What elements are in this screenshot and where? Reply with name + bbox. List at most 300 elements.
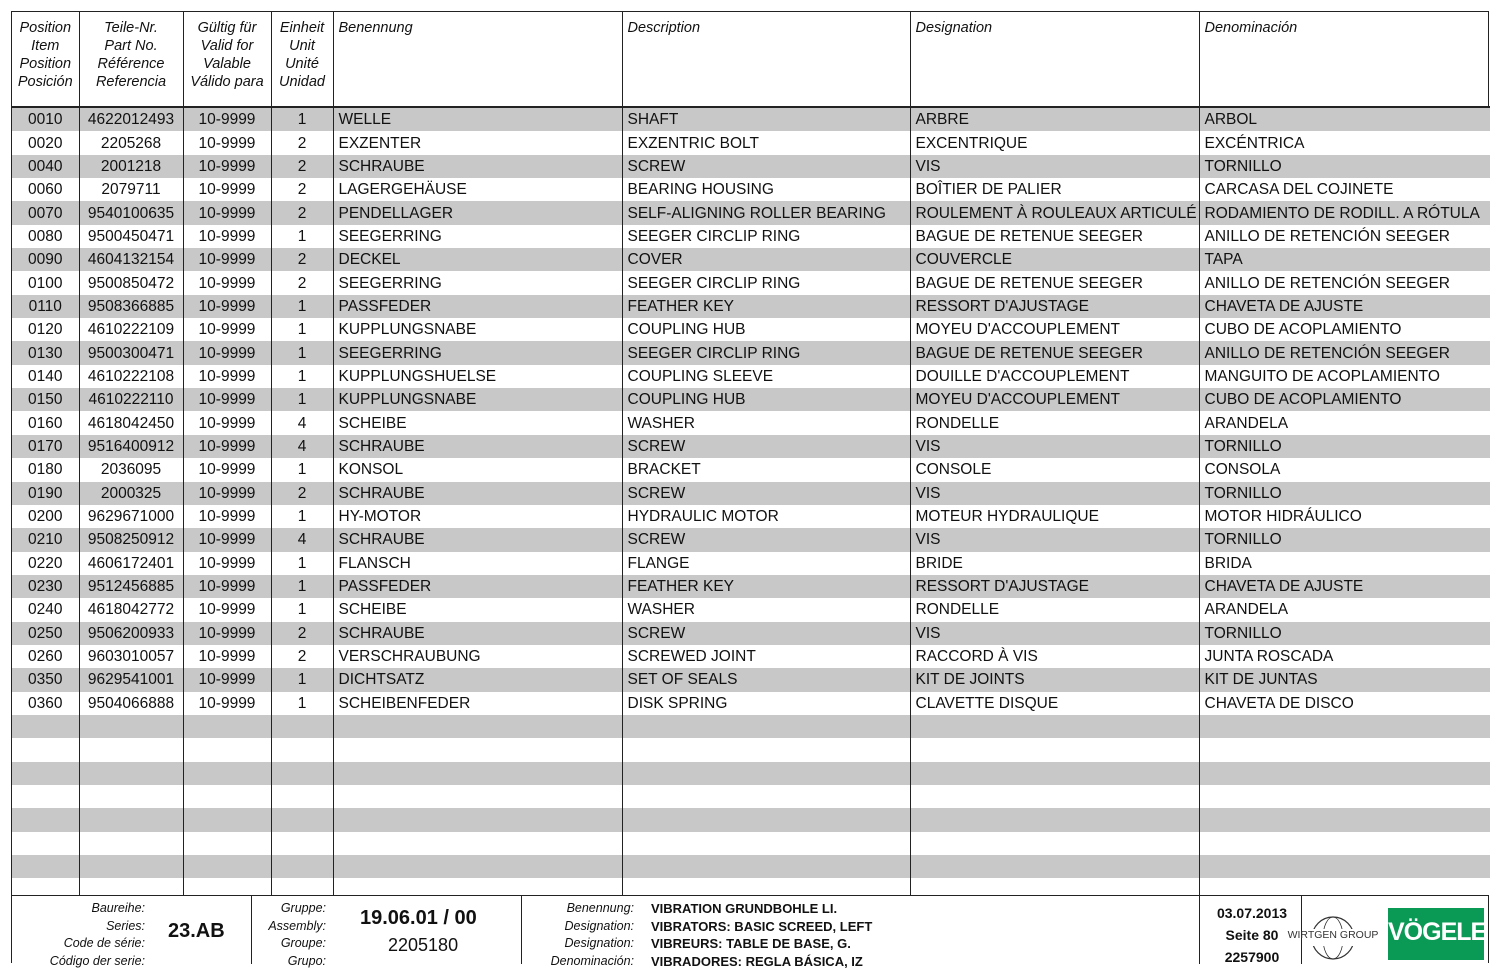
table-row [12,458,1490,481]
empty-cell [333,738,622,761]
benennung-cell: SCHEIBENFEDER [333,692,622,715]
benennung-cell: SCHRAUBE [333,435,622,458]
part-no-cell: 4622012493 [79,107,183,131]
group-value: 19.06.01 / 00 [360,907,477,929]
empty-cell [910,832,1199,855]
designation-cell: EXCENTRIQUE [910,131,1199,154]
table-row [12,388,1490,411]
denominacion-cell: CHAVETA DE AJUSTE [1199,575,1490,598]
description-cell: DISK SPRING [622,692,910,715]
unit-cell: 1 [271,598,333,621]
part-no-cell: 2000325 [79,482,183,505]
designation-cell: RESSORT D'AJUSTAGE [910,575,1199,598]
table-row [12,482,1490,505]
empty-cell [12,715,79,738]
part-no-cell: 9508366885 [79,295,183,318]
designation-cell: RESSORT D'AJUSTAGE [910,295,1199,318]
denominacion-cell: CARCASA DEL COJINETE [1199,178,1490,201]
col-header-valid-for: Gültig für Valid for Valable Válido para [183,12,271,107]
designation-cell: MOYEU D'ACCOUPLEMENT [910,388,1199,411]
position-cell: 0140 [12,365,79,388]
table-row [12,692,1490,715]
empty-cell [910,785,1199,808]
empty-cell [79,715,183,738]
description-cell: SCREW [622,622,910,645]
name-labels: Benennung: Designation: Designation: Denominación: [550,901,634,968]
designation-cell: VIS [910,622,1199,645]
benennung-cell: SCHRAUBE [333,622,622,645]
denominacion-cell: MANGUITO DE ACOPLAMIENTO [1199,365,1490,388]
denominacion-cell: ANILLO DE RETENCIÓN SEEGER [1199,341,1490,364]
designation-cell: RONDELLE [910,598,1199,621]
designation-cell: RONDELLE [910,411,1199,434]
empty-cell [79,785,183,808]
empty-cell [183,715,271,738]
table-row [12,201,1490,224]
table-row [12,622,1490,645]
empty-cell [910,808,1199,831]
position-cell: 0150 [12,388,79,411]
empty-cell [271,762,333,785]
benennung-cell: LAGERGEHÄUSE [333,178,622,201]
designation-cell: MOYEU D'ACCOUPLEMENT [910,318,1199,341]
part-no-cell: 4618042772 [79,598,183,621]
position-cell: 0360 [12,692,79,715]
denominacion-cell: ARBOL [1199,107,1490,131]
description-cell: COUPLING HUB [622,388,910,411]
valid-for-cell: 10-9999 [183,107,271,131]
part-no-cell: 9500450471 [79,225,183,248]
denominacion-cell: CHAVETA DE AJUSTE [1199,295,1490,318]
benennung-cell: FLANSCH [333,552,622,575]
empty-cell [622,832,910,855]
denominacion-cell: CHAVETA DE DISCO [1199,692,1490,715]
description-cell: SCREWED JOINT [622,645,910,668]
valid-for-cell: 10-9999 [183,482,271,505]
table-row [12,271,1490,294]
empty-cell [271,855,333,878]
empty-cell [910,715,1199,738]
denominacion-cell: CUBO DE ACOPLAMIENTO [1199,388,1490,411]
table-row [12,552,1490,575]
position-cell: 0070 [12,201,79,224]
designation-cell: CONSOLE [910,458,1199,481]
denominacion-cell: KIT DE JUNTAS [1199,668,1490,691]
unit-cell: 1 [271,458,333,481]
parts-table-body [12,107,1490,902]
col-header-description: Description [622,12,910,107]
part-no-cell: 4610222110 [79,388,183,411]
denominacion-cell: TORNILLO [1199,528,1490,551]
valid-for-cell: 10-9999 [183,201,271,224]
benennung-cell: PENDELLAGER [333,201,622,224]
col-header-part-no: Teile-Nr. Part No. Référence Referencia [79,12,183,107]
valid-for-cell: 10-9999 [183,248,271,271]
table-row [12,155,1490,178]
table-row [12,645,1490,668]
part-no-cell: 9506200933 [79,622,183,645]
denominacion-cell: CUBO DE ACOPLAMIENTO [1199,318,1490,341]
unit-cell: 1 [271,365,333,388]
empty-cell [271,832,333,855]
empty-row [12,738,1490,761]
part-no-cell: 4604132154 [79,248,183,271]
benennung-cell: SCHRAUBE [333,528,622,551]
empty-cell [12,738,79,761]
empty-cell [271,738,333,761]
table-row [12,668,1490,691]
unit-cell: 1 [271,225,333,248]
part-no-cell: 2205268 [79,131,183,154]
description-cell: SHAFT [622,107,910,131]
empty-cell [333,785,622,808]
valid-for-cell: 10-9999 [183,692,271,715]
empty-cell [79,832,183,855]
position-cell: 0080 [12,225,79,248]
empty-cell [79,855,183,878]
unit-cell: 4 [271,411,333,434]
designation-cell: BRIDE [910,552,1199,575]
description-cell: WASHER [622,411,910,434]
description-cell: FEATHER KEY [622,575,910,598]
position-cell: 0020 [12,131,79,154]
valid-for-cell: 10-9999 [183,645,271,668]
description-cell: HYDRAULIC MOTOR [622,505,910,528]
position-cell: 0260 [12,645,79,668]
valid-for-cell: 10-9999 [183,411,271,434]
unit-cell: 2 [271,248,333,271]
position-cell: 0200 [12,505,79,528]
designation-cell: ROULEMENT À ROULEAUX ARTICULÉ [910,201,1199,224]
unit-cell: 1 [271,668,333,691]
description-cell: FEATHER KEY [622,295,910,318]
part-no-cell: 9504066888 [79,692,183,715]
empty-cell [12,832,79,855]
valid-for-cell: 10-9999 [183,668,271,691]
page-number: Seite 80 [1225,927,1279,943]
denominacion-cell: TORNILLO [1199,622,1490,645]
benennung-cell: SEEGERRING [333,271,622,294]
col-header-unit: Einheit Unit Unité Unidad [271,12,333,107]
designation-cell: CLAVETTE DISQUE [910,692,1199,715]
denominacion-cell: RODAMIENTO DE RODILL. A RÓTULA [1199,201,1490,224]
description-cell: COUPLING SLEEVE [622,365,910,388]
unit-cell: 1 [271,575,333,598]
col-header-position: Position Item Position Posición [12,12,79,107]
table-row [12,107,1490,131]
designation-cell: BAGUE DE RETENUE SEEGER [910,225,1199,248]
unit-cell: 1 [271,552,333,575]
empty-cell [622,762,910,785]
description-cell: SCREW [622,435,910,458]
empty-row [12,785,1490,808]
designation-cell: KIT DE JOINTS [910,668,1199,691]
unit-cell: 2 [271,482,333,505]
position-cell: 0210 [12,528,79,551]
series-value: 23.AB [168,920,225,942]
empty-cell [79,762,183,785]
position-cell: 0350 [12,668,79,691]
empty-row [12,762,1490,785]
benennung-cell: SCHRAUBE [333,482,622,505]
part-no-cell: 9603010057 [79,645,183,668]
unit-cell: 1 [271,295,333,318]
group-labels: Gruppe: Assembly: Groupe: Grupo: [268,901,326,968]
empty-cell [333,855,622,878]
benennung-cell: WELLE [333,107,622,131]
benennung-cell: VERSCHRAUBUNG [333,645,622,668]
position-cell: 0250 [12,622,79,645]
empty-cell [622,738,910,761]
document-date: 03.07.2013 [1216,905,1288,921]
description-cell: SELF-ALIGNING ROLLER BEARING [622,201,910,224]
part-no-cell: 9500850472 [79,271,183,294]
table-row [12,225,1490,248]
benennung-cell: KUPPLUNGSNABE [333,318,622,341]
denominacion-cell: MOTOR HIDRÁULICO [1199,505,1490,528]
empty-cell [12,855,79,878]
unit-cell: 2 [271,271,333,294]
unit-cell: 4 [271,435,333,458]
position-cell: 0130 [12,341,79,364]
denominacion-cell: CONSOLA [1199,458,1490,481]
position-cell: 0090 [12,248,79,271]
designation-cell: MOTEUR HYDRAULIQUE [910,505,1199,528]
part-no-cell: 2001218 [79,155,183,178]
description-cell: BEARING HOUSING [622,178,910,201]
denominacion-cell: ARANDELA [1199,411,1490,434]
denominacion-cell: TORNILLO [1199,155,1490,178]
unit-cell: 1 [271,692,333,715]
benennung-cell: KUPPLUNGSNABE [333,388,622,411]
empty-cell [271,785,333,808]
header-row [12,12,1490,107]
empty-cell [183,808,271,831]
designation-cell: ARBRE [910,107,1199,131]
description-cell: SEEGER CIRCLIP RING [622,271,910,294]
table-row [12,295,1490,318]
position-cell: 0220 [12,552,79,575]
title-block [11,895,1489,969]
unit-cell: 2 [271,622,333,645]
designation-cell: RACCORD À VIS [910,645,1199,668]
empty-cell [910,738,1199,761]
unit-cell: 2 [271,201,333,224]
benennung-cell: HY-MOTOR [333,505,622,528]
unit-cell: 2 [271,178,333,201]
col-header-denominacion: Denominación [1199,12,1490,107]
designation-cell: BAGUE DE RETENUE SEEGER [910,341,1199,364]
benennung-cell: DECKEL [333,248,622,271]
description-cell: SCREW [622,482,910,505]
position-cell: 0010 [12,107,79,131]
denominacion-cell: JUNTA ROSCADA [1199,645,1490,668]
valid-for-cell: 10-9999 [183,131,271,154]
benennung-cell: SCHEIBE [333,411,622,434]
empty-cell [79,808,183,831]
benennung-cell: DICHTSATZ [333,668,622,691]
empty-row [12,832,1490,855]
position-cell: 0180 [12,458,79,481]
voegele-logo: VÖGELE [1388,908,1484,960]
description-cell: SEEGER CIRCLIP RING [622,225,910,248]
valid-for-cell: 10-9999 [183,505,271,528]
denominacion-cell: ANILLO DE RETENCIÓN SEEGER [1199,271,1490,294]
benennung-cell: EXZENTER [333,131,622,154]
valid-for-cell: 10-9999 [183,458,271,481]
empty-cell [183,855,271,878]
table-row [12,598,1490,621]
unit-cell: 1 [271,341,333,364]
empty-cell [183,738,271,761]
unit-cell: 1 [271,505,333,528]
part-no-cell: 4610222109 [79,318,183,341]
denominacion-cell: ARANDELA [1199,598,1490,621]
empty-row [12,855,1490,878]
unit-cell: 4 [271,528,333,551]
position-cell: 0120 [12,318,79,341]
empty-cell [622,855,910,878]
part-no-cell: 4606172401 [79,552,183,575]
empty-cell [1199,738,1490,761]
part-no-cell: 9508250912 [79,528,183,551]
empty-row [12,715,1490,738]
designation-cell: COUVERCLE [910,248,1199,271]
valid-for-cell: 10-9999 [183,365,271,388]
col-header-benennung: Benennung [333,12,622,107]
description-cell: EXZENTRIC BOLT [622,131,910,154]
benennung-cell: PASSFEDER [333,575,622,598]
document-number: 2257900 [1224,949,1280,965]
empty-cell [333,762,622,785]
position-cell: 0170 [12,435,79,458]
description-cell: SET OF SEALS [622,668,910,691]
empty-cell [622,808,910,831]
empty-cell [1199,762,1490,785]
valid-for-cell: 10-9999 [183,155,271,178]
description-cell: BRACKET [622,458,910,481]
part-no-cell: 9500300471 [79,341,183,364]
table-row [12,528,1490,551]
empty-cell [333,808,622,831]
empty-cell [333,832,622,855]
table-row [12,411,1490,434]
part-no-cell: 4610222108 [79,365,183,388]
unit-cell: 2 [271,645,333,668]
table-row [12,505,1490,528]
valid-for-cell: 10-9999 [183,341,271,364]
denominacion-cell: ANILLO DE RETENCIÓN SEEGER [1199,225,1490,248]
designation-cell: VIS [910,528,1199,551]
parts-list-sheet [11,11,1489,963]
empty-cell [333,715,622,738]
valid-for-cell: 10-9999 [183,622,271,645]
valid-for-cell: 10-9999 [183,598,271,621]
designation-cell: VIS [910,482,1199,505]
designation-cell: BOÎTIER DE PALIER [910,178,1199,201]
denominacion-cell: EXCÉNTRICA [1199,131,1490,154]
series-labels: Baureihe: Series: Code de série: Código der serie: [49,901,145,968]
description-cell: WASHER [622,598,910,621]
position-cell: 0240 [12,598,79,621]
part-no-cell: 4618042450 [79,411,183,434]
valid-for-cell: 10-9999 [183,552,271,575]
position-cell: 0230 [12,575,79,598]
denominacion-cell: TORNILLO [1199,435,1490,458]
empty-cell [1199,855,1490,878]
empty-cell [1199,832,1490,855]
part-no-cell: 9629671000 [79,505,183,528]
empty-cell [183,762,271,785]
valid-for-cell: 10-9999 [183,271,271,294]
benennung-cell: SEEGERRING [333,341,622,364]
position-cell: 0190 [12,482,79,505]
description-cell: SCREW [622,528,910,551]
table-row [12,178,1490,201]
empty-cell [622,715,910,738]
valid-for-cell: 10-9999 [183,295,271,318]
empty-cell [271,808,333,831]
empty-row [12,808,1490,831]
group-part-number: 2205180 [388,935,459,955]
description-cell: COVER [622,248,910,271]
position-cell: 0110 [12,295,79,318]
valid-for-cell: 10-9999 [183,528,271,551]
table-row [12,365,1490,388]
position-cell: 0160 [12,411,79,434]
valid-for-cell: 10-9999 [183,178,271,201]
description-cell: FLANGE [622,552,910,575]
unit-cell: 1 [271,388,333,411]
empty-cell [1199,808,1490,831]
designation-cell: VIS [910,435,1199,458]
description-cell: COUPLING HUB [622,318,910,341]
valid-for-cell: 10-9999 [183,435,271,458]
part-no-cell: 2079711 [79,178,183,201]
empty-cell [12,762,79,785]
empty-cell [1199,715,1490,738]
name-values: VIBRATION GRUNDBOHLE LI. VIBRATORS: BASIC SCREED, LEFT VIBREURS: TABLE DE BASE, G. VIBRADORES: REGLA BÁSICA, IZ [651,901,873,969]
part-no-cell: 9512456885 [79,575,183,598]
wirtgen-group-logo [1287,914,1379,960]
part-no-cell: 2036095 [79,458,183,481]
empty-cell [271,715,333,738]
valid-for-cell: 10-9999 [183,318,271,341]
position-cell: 0040 [12,155,79,178]
denominacion-cell: TORNILLO [1199,482,1490,505]
col-header-designation: Designation [910,12,1199,107]
unit-cell: 1 [271,318,333,341]
table-row [12,318,1490,341]
benennung-cell: SCHRAUBE [333,155,622,178]
table-row [12,341,1490,364]
description-cell: SEEGER CIRCLIP RING [622,341,910,364]
empty-cell [910,762,1199,785]
valid-for-cell: 10-9999 [183,388,271,411]
part-no-cell: 9540100635 [79,201,183,224]
empty-cell [622,785,910,808]
empty-cell [12,808,79,831]
valid-for-cell: 10-9999 [183,225,271,248]
empty-cell [183,785,271,808]
table-row [12,131,1490,154]
empty-cell [1199,785,1490,808]
designation-cell: VIS [910,155,1199,178]
table-row [12,435,1490,458]
valid-for-cell: 10-9999 [183,575,271,598]
position-cell: 0100 [12,271,79,294]
empty-cell [910,855,1199,878]
